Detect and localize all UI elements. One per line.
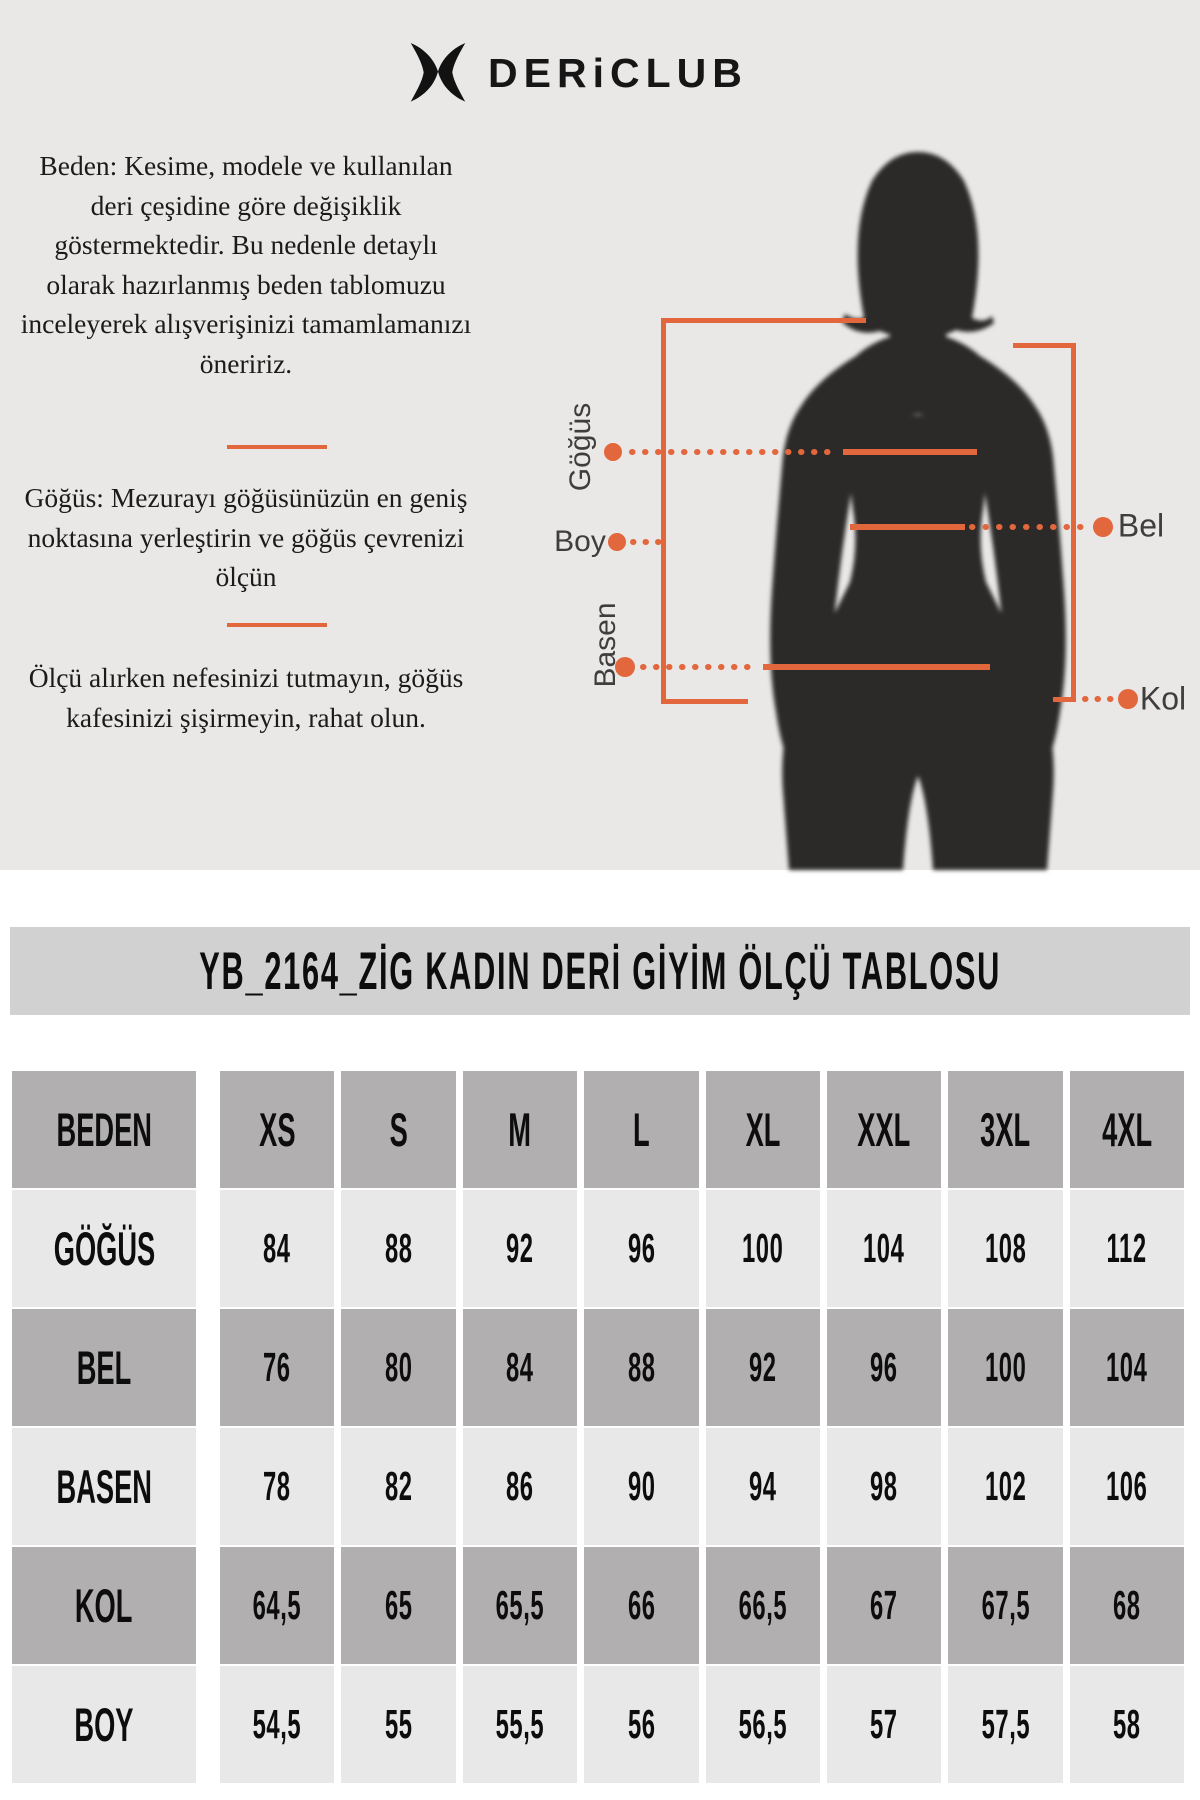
header-cell-size-xxl: [827, 1071, 941, 1188]
kol-dot: [1118, 689, 1138, 709]
header-cell-size-s-text: S: [389, 1103, 408, 1156]
boy-bracket-top: [661, 318, 866, 323]
value-cell: [1070, 1428, 1184, 1545]
value-cell-text: 102: [984, 1463, 1027, 1509]
value-cell-text: 66: [627, 1582, 656, 1628]
value-cell: [220, 1309, 334, 1426]
label-boy: Boy: [554, 525, 606, 558]
header-cell-size-l-text: L: [632, 1103, 650, 1156]
value-cell-text: 67: [870, 1582, 898, 1628]
value-cell-text: 98: [870, 1463, 898, 1509]
value-cell-text: 96: [870, 1344, 898, 1390]
header-cell-size-xxl-text: XXL: [857, 1103, 911, 1156]
bel-body-line: [850, 524, 965, 530]
boy-dot: [608, 533, 626, 551]
brand-wordmark: DERiCLUB: [488, 49, 748, 96]
value-cell: [584, 1309, 698, 1426]
basen-body-line: [763, 664, 990, 670]
value-cell: [948, 1309, 1062, 1426]
value-cell: [948, 1666, 1062, 1783]
size-table: [12, 1071, 1184, 1783]
row-label-göğüs-text: GÖĞÜS: [53, 1222, 155, 1275]
value-cell-text: 96: [627, 1225, 656, 1271]
bel-dot: [1093, 517, 1113, 537]
value-cell-text: 65: [384, 1582, 413, 1628]
value-cell: [220, 1190, 334, 1307]
hero-section: [0, 0, 1200, 870]
value-cell: [827, 1547, 941, 1664]
measurement-diagram: [0, 0, 1200, 870]
value-cell: [584, 1428, 698, 1545]
value-cell-text: 56,5: [738, 1701, 787, 1747]
value-cell-text: 56: [627, 1701, 656, 1747]
value-cell: [706, 1309, 820, 1426]
label-kol: Kol: [1139, 680, 1187, 717]
value-cell: [948, 1190, 1062, 1307]
value-cell: [463, 1428, 577, 1545]
value-cell-text: 58: [1112, 1701, 1141, 1747]
value-cell-text: 88: [627, 1344, 656, 1390]
value-cell: [827, 1309, 941, 1426]
column-spacer: [203, 1428, 213, 1545]
header-cell-size-4xl-text: 4XL: [1101, 1103, 1152, 1156]
label-basen: Basen: [589, 602, 622, 688]
value-cell: [341, 1547, 455, 1664]
value-cell: [1070, 1547, 1184, 1664]
value-cell: [584, 1666, 698, 1783]
value-cell-text: 108: [984, 1225, 1027, 1271]
label-bel: Bel: [1117, 507, 1165, 544]
value-cell-text: 82: [384, 1463, 413, 1509]
table-title: YB_2164_ZİG KADIN DERİ GİYİM ÖLÇÜ TABLOSU: [199, 941, 1001, 1001]
value-cell-text: 100: [984, 1344, 1027, 1390]
measurement-marks: [0, 0, 1200, 870]
info-paragraph-beden: Beden: Kesime, modele ve kullanılan deri çeşidine göre değişiklik göstermektedir. Bu nedenle detaylı olarak hazırlanmış beden tablomuzu inceleyerek alışverişinizi tamamlamanızı öneririz.: [20, 150, 472, 379]
value-cell-text: 92: [748, 1344, 777, 1390]
value-cell: [1070, 1309, 1184, 1426]
value-cell-text: 76: [263, 1344, 291, 1390]
value-cell-text: 57: [870, 1701, 898, 1747]
value-cell: [463, 1309, 577, 1426]
value-cell-text: 64,5: [252, 1582, 302, 1628]
value-cell: [341, 1309, 455, 1426]
row-label-göğüs: [12, 1190, 196, 1307]
value-cell: [1070, 1190, 1184, 1307]
value-cell-text: 80: [384, 1344, 413, 1390]
boy-bracket-vertical: [661, 318, 666, 704]
value-cell-text: 92: [506, 1225, 534, 1271]
value-cell: [1070, 1666, 1184, 1783]
value-cell-text: 66,5: [738, 1582, 787, 1628]
value-cell-text: 90: [627, 1463, 656, 1509]
header-cell-beden-text: BEDEN: [56, 1103, 152, 1156]
value-cell: [341, 1190, 455, 1307]
value-cell-text: 67,5: [981, 1582, 1030, 1628]
gogus-dot: [604, 443, 622, 461]
kol-bracket-bottom: [1053, 697, 1076, 702]
row-label-basen: [12, 1428, 196, 1545]
value-cell-text: 68: [1112, 1582, 1141, 1628]
value-cell-text: 88: [384, 1225, 413, 1271]
column-spacer: [203, 1190, 213, 1307]
header-cell-size-m-text: M: [508, 1103, 532, 1156]
value-cell-text: 104: [863, 1225, 905, 1271]
column-spacer: [203, 1547, 213, 1664]
header-cell-size-xl: [706, 1071, 820, 1188]
header-cell-size-l: [584, 1071, 698, 1188]
info-paragraph-gogus: Göğüs: Mezurayı göğüsünüzün en geniş noktasına yerleştirin ve göğüs çevrenizi ölçün: [24, 482, 468, 593]
boy-bracket-bottom: [661, 699, 748, 704]
value-cell-text: 55: [384, 1701, 413, 1747]
value-cell: [341, 1428, 455, 1545]
label-gogus: Göğüs: [564, 402, 597, 492]
kol-bracket-vertical: [1071, 343, 1076, 702]
header-cell-size-3xl: [948, 1071, 1062, 1188]
value-cell: [827, 1666, 941, 1783]
value-cell-text: 106: [1106, 1463, 1148, 1509]
value-cell-text: 100: [741, 1225, 784, 1271]
header-cell-size-3xl-text: 3XL: [980, 1103, 1031, 1156]
value-cell: [463, 1666, 577, 1783]
value-cell: [341, 1666, 455, 1783]
value-cell-text: 65,5: [495, 1582, 545, 1628]
table-title-banner: [10, 927, 1190, 1015]
value-cell: [220, 1547, 334, 1664]
value-cell-text: 104: [1106, 1344, 1148, 1390]
value-cell: [584, 1190, 698, 1307]
row-label-boy: [12, 1666, 196, 1783]
row-label-basen-text: BASEN: [56, 1460, 152, 1513]
header-cell-size-s: [341, 1071, 455, 1188]
value-cell: [706, 1547, 820, 1664]
row-label-bel: [12, 1309, 196, 1426]
column-spacer: [203, 1309, 213, 1426]
value-cell: [220, 1666, 334, 1783]
value-cell-text: 57,5: [981, 1701, 1030, 1747]
value-cell: [706, 1428, 820, 1545]
header-cell-size-xs: [220, 1071, 334, 1188]
kol-bracket-top: [1013, 343, 1076, 348]
row-label-kol: [12, 1547, 196, 1664]
value-cell: [827, 1428, 941, 1545]
row-label-boy-text: BOY: [74, 1698, 134, 1751]
column-spacer: [203, 1666, 213, 1783]
value-cell: [706, 1190, 820, 1307]
value-cell: [706, 1666, 820, 1783]
value-cell: [463, 1547, 577, 1664]
gogus-body-line: [843, 449, 977, 455]
info-paragraph-olcu: Ölçü alırken nefesinizi tutmayın, göğüs kafesinizi şişirmeyin, rahat olun.: [28, 662, 464, 733]
value-cell: [948, 1428, 1062, 1545]
value-cell-text: 55,5: [495, 1701, 545, 1747]
value-cell: [584, 1547, 698, 1664]
value-cell: [948, 1547, 1062, 1664]
value-cell-text: 78: [263, 1463, 291, 1509]
value-cell-text: 54,5: [252, 1701, 302, 1747]
header-cell-size-xs-text: XS: [258, 1103, 296, 1156]
value-cell: [463, 1190, 577, 1307]
header-cell-size-4xl: [1070, 1071, 1184, 1188]
value-cell-text: 112: [1106, 1225, 1147, 1271]
value-cell-text: 84: [263, 1225, 291, 1271]
header-cell-size-xl-text: XL: [745, 1103, 781, 1156]
header-cell-size-m: [463, 1071, 577, 1188]
column-spacer: [203, 1071, 213, 1188]
header-cell-beden: [12, 1071, 196, 1188]
row-label-bel-text: BEL: [76, 1341, 132, 1394]
value-cell: [827, 1190, 941, 1307]
value-cell-text: 86: [506, 1463, 534, 1509]
row-label-kol-text: KOL: [75, 1579, 133, 1632]
value-cell: [220, 1428, 334, 1545]
value-cell-text: 84: [506, 1344, 534, 1390]
value-cell-text: 94: [748, 1463, 777, 1509]
